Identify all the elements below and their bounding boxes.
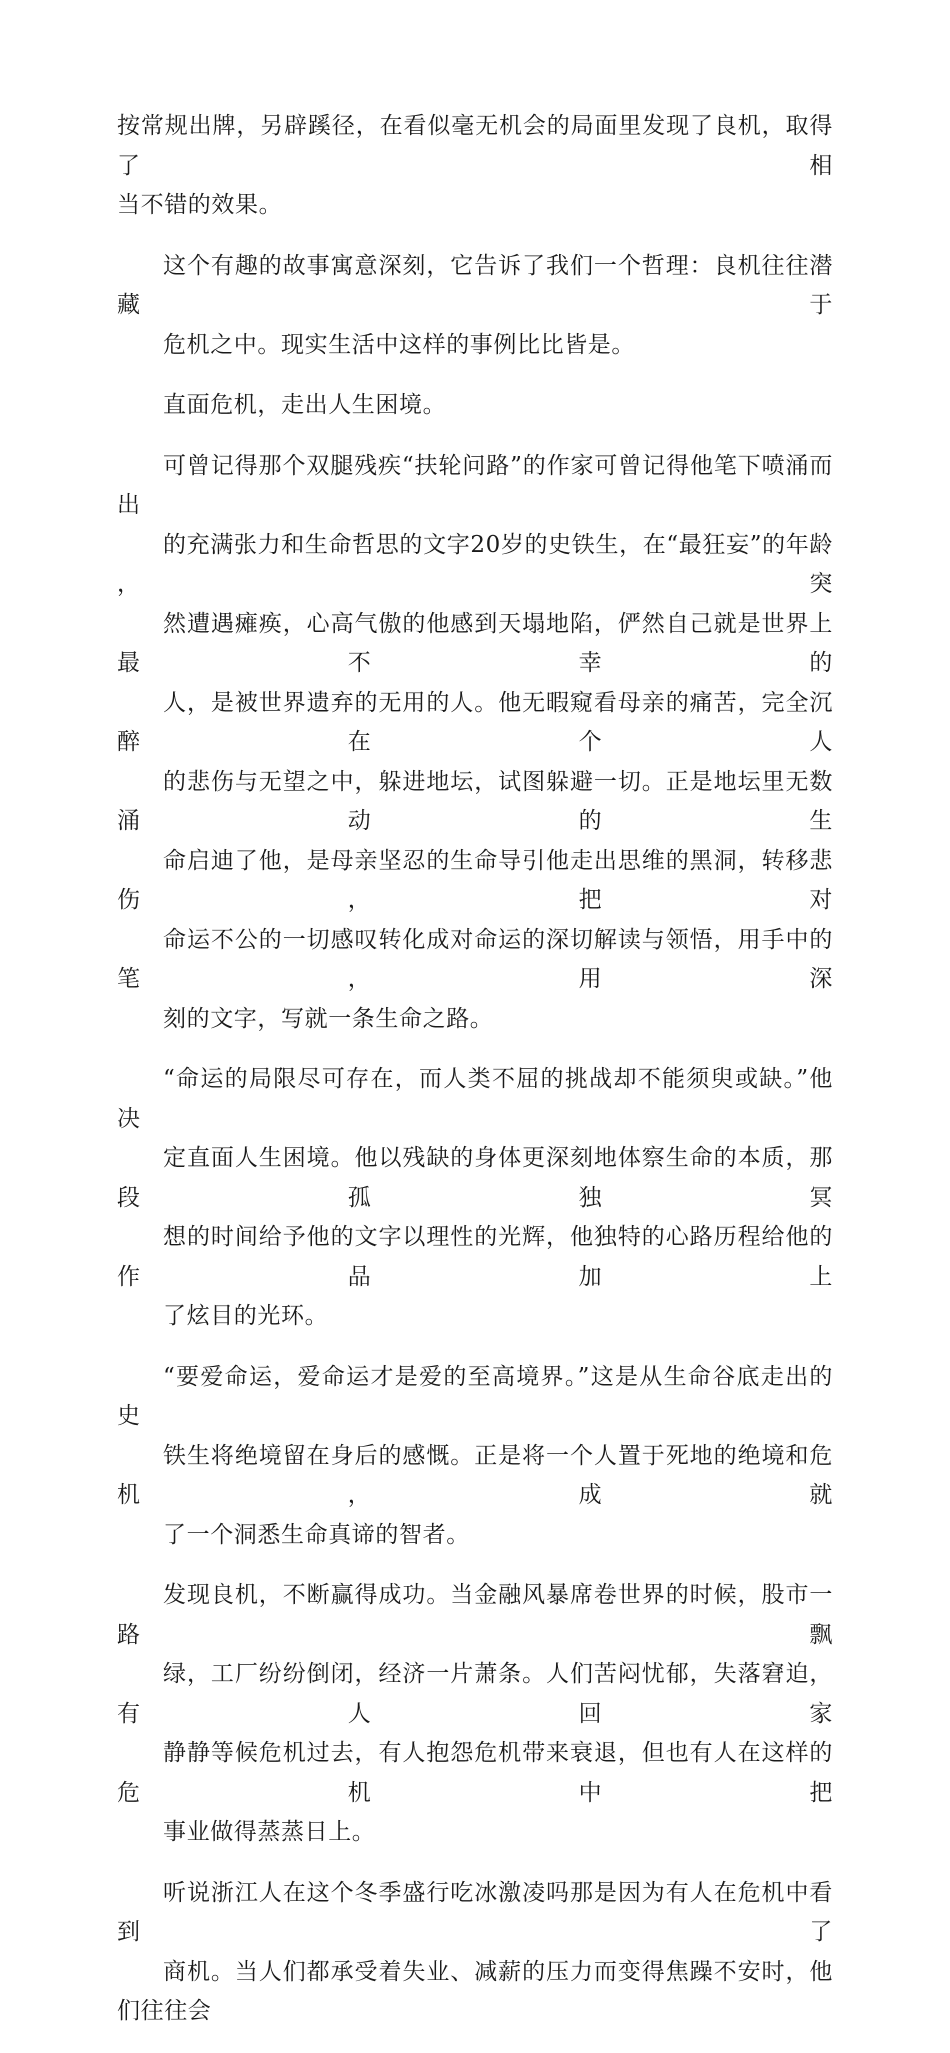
text-line: 直面危机，走出人生困境。 — [163, 392, 447, 418]
paragraph — [117, 107, 833, 226]
text-line: 了炫目的光环。 — [163, 1303, 329, 1329]
text-line: 商机。当人们都承受着失业、减薪的压力而变得焦躁不安时，他们往往会 — [117, 1958, 833, 2024]
document-body — [117, 107, 833, 2053]
text-line: 听说浙江人在这个冬季盛行吃冰激凌吗那是因为有人在危机中看到了 — [117, 1879, 833, 1945]
text-line: 当不错的效果。 — [117, 192, 283, 218]
text-line: 刻的文字，写就一条生命之路。 — [163, 1005, 494, 1032]
text-line: 绿，工厂纷纷倒闭，经济一片萧条。人们苦闷忧郁，失落窘迫，有人回家 — [117, 1661, 833, 1727]
text-line: 静静等候危机过去，有人抱怨危机带来衰退，但也有人在这样的危机中把 — [117, 1740, 833, 1806]
paragraph — [117, 247, 833, 366]
paragraph — [117, 447, 833, 1040]
text-line: 了一个洞悉生命真谛的智者。 — [163, 1521, 470, 1548]
text-line: 定直面人生困境。他以残缺的身体更深刻地体察生命的本质，那段孤独冥 — [117, 1145, 833, 1211]
paragraph — [117, 1358, 833, 1556]
paragraph — [117, 386, 833, 426]
text-line: 铁生将绝境留在身后的感慨。正是将一个人置于死地的绝境和危机，成就 — [117, 1442, 833, 1508]
text-line: 按常规出牌，另辟蹊径，在看似毫无机会的局面里发现了良机，取得了相 — [117, 113, 833, 179]
paragraph — [117, 1576, 833, 1853]
text-line: “要爱命运，爱命运才是爱的至高境界。”这是从生命谷底走出的史 — [117, 1363, 833, 1429]
text-line: 的充满张力和生命哲思的文字20岁的史铁生，在“最狂妄”的年龄，突 — [117, 531, 833, 597]
text-line: 命启迪了他，是母亲坚忍的生命导引他走出思维的黑洞，转移悲伤，把对 — [117, 847, 833, 913]
text-line: “命运的局限尽可存在，而人类不屈的挑战却不能须臾或缺。”他决 — [117, 1066, 833, 1132]
text-line: 事业做得蒸蒸日上。 — [163, 1819, 376, 1845]
text-line: 的悲伤与无望之中，躲进地坛，试图躲避一切。正是地坛里无数涌动的生 — [117, 768, 833, 834]
text-line: 可曾记得那个双腿残疾“扶轮问路”的作家可曾记得他笔下喷涌而出 — [117, 452, 833, 518]
paragraph — [117, 1874, 833, 2032]
text-line: 然遭遇瘫痪，心高气傲的他感到天塌地陷，俨然自己就是世界上最不幸的 — [117, 610, 833, 676]
text-line: 想的时间给予他的文字以理性的光辉，他独特的心路历程给他的作品加上 — [117, 1224, 833, 1290]
text-line: 人，是被世界遗弃的无用的人。他无暇窥看母亲的痛苦，完全沉醉在个人 — [117, 689, 833, 755]
text-line: 危机之中。现实生活中这样的事例比比皆是。 — [163, 331, 635, 358]
text-line: 命运不公的一切感叹转化成对命运的深切解读与领悟，用手中的笔，用深 — [117, 926, 833, 992]
paragraph — [117, 1060, 833, 1337]
text-line: 发现良机，不断赢得成功。当金融风暴席卷世界的时候，股市一路飘 — [117, 1582, 833, 1648]
text-line: 这个有趣的故事寓意深刻，它告诉了我们一个哲理：良机往往潜藏于 — [117, 252, 833, 318]
